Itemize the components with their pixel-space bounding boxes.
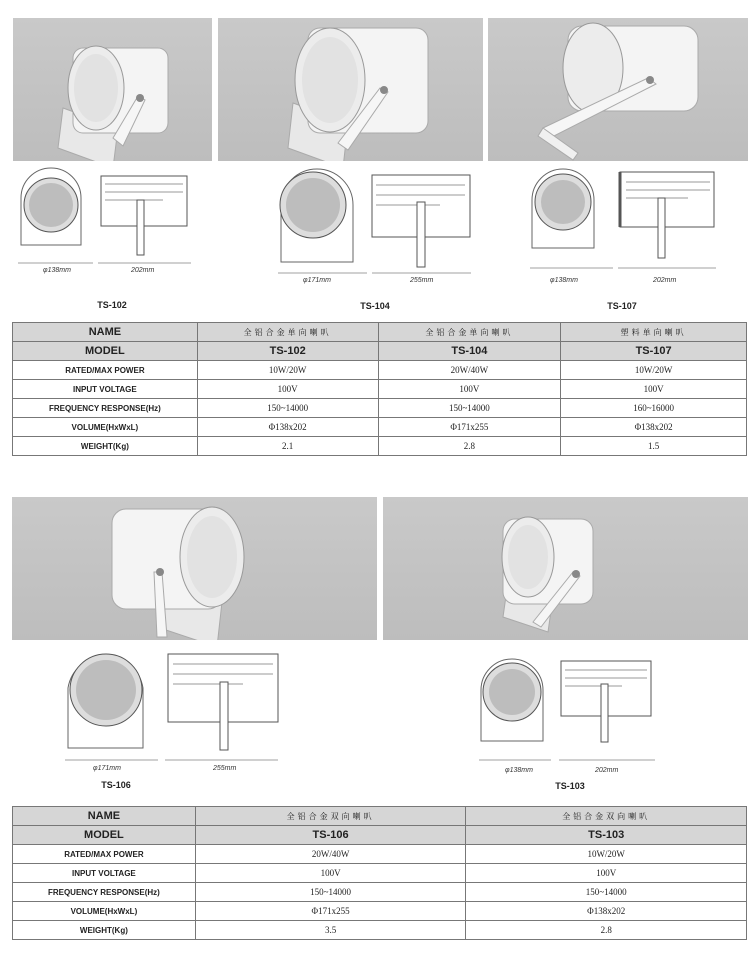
side-view: [101, 176, 187, 255]
model-value: TS-106: [195, 826, 466, 845]
table-row: [13, 399, 747, 418]
table-cell: 20W/40W: [195, 845, 466, 864]
table-row: [13, 323, 747, 342]
table-cell: 160~16000: [561, 399, 747, 418]
table-cell: 100V: [197, 380, 378, 399]
model-caption-ts-106: TS-106: [101, 780, 131, 790]
product-photo-ts-102: [13, 18, 212, 161]
table-cell: Φ138x202: [466, 902, 747, 921]
table-row: [13, 380, 747, 399]
table-cell: Φ171x255: [378, 418, 561, 437]
length-dimension: 255mm: [410, 277, 434, 284]
name-label: NAME: [13, 807, 196, 826]
table-cell: 2.1: [197, 437, 378, 456]
model-caption-ts-104: TS-104: [360, 301, 390, 311]
table-cell: 20W/40W: [378, 361, 561, 380]
table-cell: Φ138x202: [197, 418, 378, 437]
table-cell: 100V: [561, 380, 747, 399]
front-view: [481, 659, 543, 741]
table-cell: Φ138x202: [561, 418, 747, 437]
drawing-ts-106: [63, 650, 283, 775]
drawing-ts-102: [13, 170, 203, 285]
product-name: 塑料单向喇叭: [561, 323, 747, 342]
table-cell: 10W/20W: [466, 845, 747, 864]
side-view: [372, 175, 470, 267]
model-label: MODEL: [13, 826, 196, 845]
row-label: INPUT VOLTAGE: [13, 864, 196, 883]
length-dimension: 202mm: [595, 767, 619, 774]
model-caption-ts-103: TS-103: [555, 781, 585, 791]
spec-table-bottom: [12, 806, 747, 940]
row-label: RATED/MAX POWER: [13, 845, 196, 864]
table-row: [13, 342, 747, 361]
model-value: TS-107: [561, 342, 747, 361]
front-view: [280, 169, 353, 262]
diameter-dimension: φ138mm: [550, 277, 578, 284]
model-label: MODEL: [13, 342, 198, 361]
row-label: VOLUME(HxWxL): [13, 418, 198, 437]
name-label: NAME: [13, 323, 198, 342]
table-cell: 150~14000: [197, 399, 378, 418]
table-cell: 100V: [466, 864, 747, 883]
diameter-dimension: φ138mm: [43, 267, 71, 274]
table-cell: 100V: [195, 864, 466, 883]
table-cell: 150~14000: [195, 883, 466, 902]
table-cell: 150~14000: [378, 399, 561, 418]
product-name: 全铝合金双向喇叭: [466, 807, 747, 826]
row-label: RATED/MAX POWER: [13, 361, 198, 380]
product-name: 全铝合金单向喇叭: [378, 323, 561, 342]
length-dimension: 202mm: [653, 277, 677, 284]
table-row: [13, 361, 747, 380]
table-row: [13, 864, 747, 883]
model-caption-ts-102: TS-102: [97, 300, 127, 310]
table-row: [13, 902, 747, 921]
front-view: [21, 168, 81, 245]
table-cell: 2.8: [378, 437, 561, 456]
diameter-dimension: φ171mm: [93, 765, 121, 772]
length-dimension: 255mm: [213, 765, 237, 772]
product-photo-ts-103: [383, 497, 748, 640]
table-cell: 10W/20W: [197, 361, 378, 380]
drawing-ts-107: [528, 170, 723, 290]
product-name: 全铝合金双向喇叭: [195, 807, 466, 826]
table-row: [13, 883, 747, 902]
table-row: [13, 437, 747, 456]
table-row: [13, 826, 747, 845]
table-row: [13, 418, 747, 437]
model-value: TS-104: [378, 342, 561, 361]
row-label: WEIGHT(Kg): [13, 921, 196, 940]
product-photo-ts-107: [488, 18, 748, 161]
side-view: [620, 172, 714, 258]
table-cell: Φ171x255: [195, 902, 466, 921]
spec-table-top: [12, 322, 747, 456]
row-label: VOLUME(HxWxL): [13, 902, 196, 921]
table-row: [13, 807, 747, 826]
front-view: [68, 654, 143, 748]
table-cell: 2.8: [466, 921, 747, 940]
table-row: [13, 921, 747, 940]
length-dimension: 202mm: [131, 267, 155, 274]
table-cell: 10W/20W: [561, 361, 747, 380]
row-label: FREQUENCY RESPONSE(Hz): [13, 399, 198, 418]
table-cell: 1.5: [561, 437, 747, 456]
model-caption-ts-107: TS-107: [607, 301, 637, 311]
drawing-ts-103: [477, 658, 657, 773]
model-value: TS-102: [197, 342, 378, 361]
row-label: FREQUENCY RESPONSE(Hz): [13, 883, 196, 902]
diameter-dimension: φ138mm: [505, 767, 533, 774]
drawing-ts-104: [275, 170, 475, 290]
row-label: INPUT VOLTAGE: [13, 380, 198, 399]
table-cell: 3.5: [195, 921, 466, 940]
product-photo-ts-104: [218, 18, 483, 161]
table-cell: 150~14000: [466, 883, 747, 902]
product-name: 全铝合金单向喇叭: [197, 323, 378, 342]
model-value: TS-103: [466, 826, 747, 845]
front-view: [532, 169, 594, 248]
product-photo-ts-106: [12, 497, 377, 640]
diameter-dimension: φ171mm: [303, 277, 331, 284]
table-cell: 100V: [378, 380, 561, 399]
table-row: [13, 845, 747, 864]
side-view: [168, 654, 278, 750]
row-label: WEIGHT(Kg): [13, 437, 198, 456]
side-view: [561, 661, 651, 742]
